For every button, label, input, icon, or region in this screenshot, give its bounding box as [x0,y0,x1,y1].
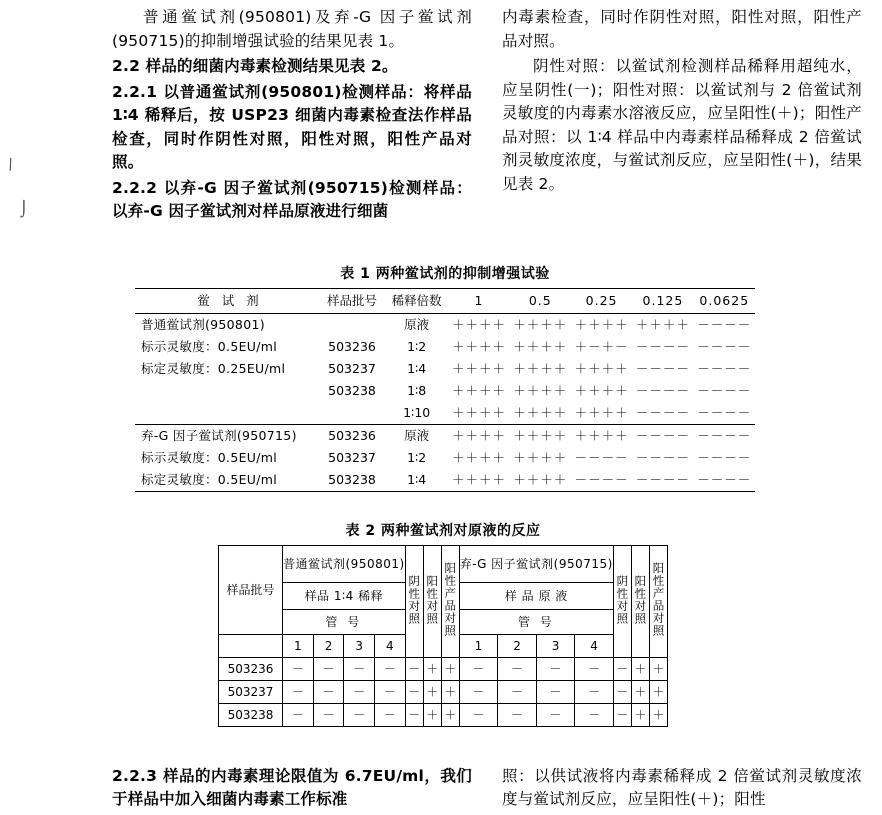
cell-value: ＋＋＋＋ [448,469,509,492]
col-header: 0.0625 [694,289,755,314]
group-1-positive-control-header: 阳性对照 [423,546,441,658]
cell-value: －－－－ [635,339,690,354]
table-2-block [218,520,668,727]
cell-value: －－－－ [697,339,752,354]
cell-result: － [313,658,344,681]
cell-positive-product-control: ＋ [649,681,667,704]
col-header: 样品批号 [319,289,385,314]
paragraph: 照：以供试液将内毒素稀释成 2 倍鲎试剂灵敏度浓度与鲎试剂反应，应呈阳性(＋)；阳性 [502,767,862,809]
cell-result: － [283,658,314,681]
cell-positive-control: ＋ [423,681,441,704]
cell-value: ＋＋＋＋ [513,361,568,376]
group-2-positive-control-header: 阳性对照 [631,546,649,658]
cell-dilution: 1∶4 [385,469,448,492]
table-row [219,546,668,583]
cell-value: ＋＋＋＋ [513,450,568,465]
table-row [135,402,755,425]
cell-negative-control: － [613,658,631,681]
cell-result: － [575,658,614,681]
cell-value: ＋＋＋＋ [451,339,506,354]
group-2-name: 弃-G 因子鲎试剂(950715) [459,546,613,583]
cell-value: －－－－ [635,450,690,465]
cell-negative-control: － [405,658,423,681]
cell-value: ＋＋＋＋ [571,314,632,337]
cell-reagent [135,380,319,402]
cell-result: － [498,681,537,704]
cell-value: ＋＋＋＋ [451,405,506,420]
cell-result: － [344,681,375,704]
cell-value: －－－－ [574,450,629,465]
cell-batch: 503237 [219,681,283,704]
cell-batch: 503237 [328,450,376,465]
cell-reagent: 标示灵敏度：0.5EU/ml [141,450,277,465]
cell-batch: 503238 [319,469,385,492]
cell-value: ＋＋＋＋ [451,450,506,465]
cell-batch: 503236 [319,425,385,448]
paragraph: 2.2 样品的细菌内毒素检测结果见表 2。 [112,57,398,76]
left-column [112,6,472,226]
cell-value: ＋＋＋＋ [510,314,571,337]
body-columns [112,6,864,226]
cell-value: ＋＋＋＋ [571,425,632,448]
cell-positive-control: ＋ [423,658,441,681]
cell-tube-number: 1 [283,635,314,658]
group-2-tube-header: 管 号 [459,610,613,635]
group-1-positive-product-control-header: 阳性产品对照 [441,546,459,658]
table-row [135,336,755,358]
bottom-left-column [112,765,472,814]
bottom-columns [112,765,864,814]
cell-negative-control: － [405,681,423,704]
table-2 [218,545,668,727]
cell-value: ＋＋＋＋ [513,405,568,420]
cell-value: ＋＋＋＋ [451,361,506,376]
cell-result: － [344,658,375,681]
cell-value: ＋＋＋＋ [574,383,629,398]
cell-value: ＋＋＋＋ [632,314,693,337]
group-1-negative-control-header: 阴性对照 [405,546,423,658]
cell-positive-product-control: ＋ [441,658,459,681]
cell-value: －－－－ [635,361,690,376]
cell-result: － [375,658,406,681]
cell-value: ＋＋＋＋ [448,314,509,337]
cell-value: －－－－ [632,469,693,492]
bottom-right-column [502,765,862,814]
cell-positive-product-control: ＋ [441,704,459,727]
cell-value: －－－－ [571,469,632,492]
stray-mark-1: \ [5,154,16,174]
cell-value: ＋－＋－ [574,339,629,354]
cell-batch: 503238 [219,704,283,727]
cell-value: －－－－ [635,383,690,398]
table-1-block [135,263,755,492]
table-row [135,469,755,492]
cell-value: ＋＋＋＋ [448,425,509,448]
cell-value: ＋＋＋＋ [510,425,571,448]
cell-tube-number: 3 [344,635,375,658]
cell-value: ＋＋＋＋ [574,361,629,376]
cell-value: －－－－ [697,361,752,376]
cell-batch: 503236 [328,339,376,354]
cell-reagent: 普通鲎试剂(950801) [135,314,319,337]
cell-result: － [313,704,344,727]
cell-batch: 503237 [328,361,376,376]
cell-reagent: 标定灵敏度：0.25EU/ml [141,361,286,376]
cell-tube-number: 3 [536,635,575,658]
paragraph: 2.2.3 样品的内毒素理论限值为 6.7EU/ml，我们于样品中加入细菌内毒素工作标准 [112,767,472,809]
cell-reagent: 弃-G 因子鲎试剂(950715) [135,425,319,448]
cell-batch: 503238 [328,383,376,398]
cell-result: － [313,681,344,704]
col-header: 稀释倍数 [385,289,448,314]
cell-result: － [375,681,406,704]
table-row [135,358,755,380]
cell-value: －－－－ [694,314,755,337]
cell-positive-control: ＋ [631,704,649,727]
cell-reagent: 标示灵敏度：0.5EU/ml [141,339,277,354]
cell-result: － [536,681,575,704]
table-row [219,704,668,727]
group-1-name: 普通鲎试剂(950801) [283,546,406,583]
col-header-batch: 样品批号 [219,546,283,635]
table-row [219,658,668,681]
cell-dilution: 1∶8 [407,383,427,398]
cell-positive-product-control: ＋ [649,658,667,681]
cell-tube-number: 4 [375,635,406,658]
paragraph: 阴性对照：以鲎试剂检测样品稀释用超纯水，应呈阴性(一)；阳性对照：以鲎试剂与 2 倍鲎试剂灵敏度的内毒素水溶液反应，应呈阳性(＋)；阳性产品对照：以 1∶4 样品中内毒素样品稀释成 2 倍鲎试剂灵敏度浓度，与鲎试剂反应，应呈阳性(＋)，结果见表 2。 [502,57,862,193]
cell-result: － [536,704,575,727]
cell-positive-control: ＋ [631,658,649,681]
cell-result: － [498,658,537,681]
cell-negative-control: － [613,681,631,704]
cell-result: － [283,681,314,704]
paragraph: 2.2.1 以普通鲎试剂(950801)检测样品：将样品 1∶4 稀释后，按 USP23 细菌内毒素检查法作样品检查，同时作阴性对照，阳性对照，阳性产品对照。 [112,82,472,172]
cell-positive-control: ＋ [423,704,441,727]
group-1-tube-header: 管 号 [283,610,406,635]
cell-result: － [575,681,614,704]
cell-result: － [344,704,375,727]
cell-reagent [135,402,319,425]
cell-tube-number: 2 [313,635,344,658]
cell-value: ＋＋＋＋ [513,339,568,354]
cell-value: －－－－ [635,405,690,420]
cell-batch [319,402,385,425]
cell-result: － [459,658,498,681]
group-2-negative-control-header: 阴性对照 [613,546,631,658]
cell-result: － [575,704,614,727]
col-header: 0.5 [510,289,571,314]
cell-tube-number: 1 [459,635,498,658]
cell-positive-product-control: ＋ [441,681,459,704]
cell-value: ＋＋＋＋ [574,405,629,420]
cell-value: －－－－ [632,425,693,448]
cell-dilution: 1∶10 [403,405,431,420]
group-2-subheader: 样 品 原 液 [459,583,613,610]
cell-dilution: 1∶2 [407,339,427,354]
cell-value: －－－－ [697,383,752,398]
cell-value: ＋＋＋＋ [513,383,568,398]
paragraph: 内毒素检查，同时作阴性对照，阳性对照，阳性产品对照。 [502,8,862,50]
cell-value: －－－－ [694,469,755,492]
table-1 [135,288,755,492]
cell-negative-control: － [405,704,423,727]
cell-result: － [459,704,498,727]
col-header: 0.125 [632,289,693,314]
cell-result: － [498,704,537,727]
cell-batch [319,314,385,337]
cell-negative-control: － [613,704,631,727]
cell-tube-number: 2 [498,635,537,658]
table-row [135,314,755,337]
cell-reagent: 标定灵敏度：0.5EU/ml [135,469,319,492]
paragraph: 2.2.2 以弃-G 因子鲎试剂(950715)检测样品：以弃-G 因子鲎试剂对样品原液进行细菌 [112,178,472,221]
cell-dilution: 1∶2 [407,450,427,465]
table-row [135,447,755,469]
cell-dilution: 原液 [385,425,448,448]
table-2-caption: 表 2 两种鲎试剂对原液的反应 [345,523,541,539]
group-2-positive-product-control-header: 阳性产品对照 [649,546,667,658]
col-header: 1 [448,289,509,314]
group-1-subheader: 样品 1∶4 稀释 [283,583,406,610]
cell-dilution: 原液 [385,314,448,337]
cell-value: ＋＋＋＋ [510,469,571,492]
cell-tube-number: 4 [575,635,614,658]
table-1-caption: 表 1 两种鲎试剂的抑制增强试验 [340,266,550,282]
col-header: 鲎 试 剂 [135,289,319,314]
cell-value: ＋＋＋＋ [451,383,506,398]
cell-result: － [283,704,314,727]
cell-positive-control: ＋ [631,681,649,704]
table-row [135,289,755,314]
col-header: 0.25 [571,289,632,314]
stray-mark-2: ⌡ [20,200,28,218]
cell-result: － [536,658,575,681]
table-row [135,380,755,402]
cell-value: －－－－ [697,405,752,420]
cell-batch [219,635,283,658]
cell-value: －－－－ [697,450,752,465]
cell-value: －－－－ [694,425,755,448]
cell-batch: 503236 [219,658,283,681]
table-row [135,425,755,448]
cell-result: － [459,681,498,704]
cell-positive-product-control: ＋ [649,704,667,727]
right-column [502,6,862,226]
cell-result: － [375,704,406,727]
table-row [219,681,668,704]
cell-dilution: 1∶4 [407,361,427,376]
paragraph: 普通鲎试剂(950801)及弃-G 因子鲎试剂(950715)的抑制增强试验的结果见表 1。 [112,8,472,50]
